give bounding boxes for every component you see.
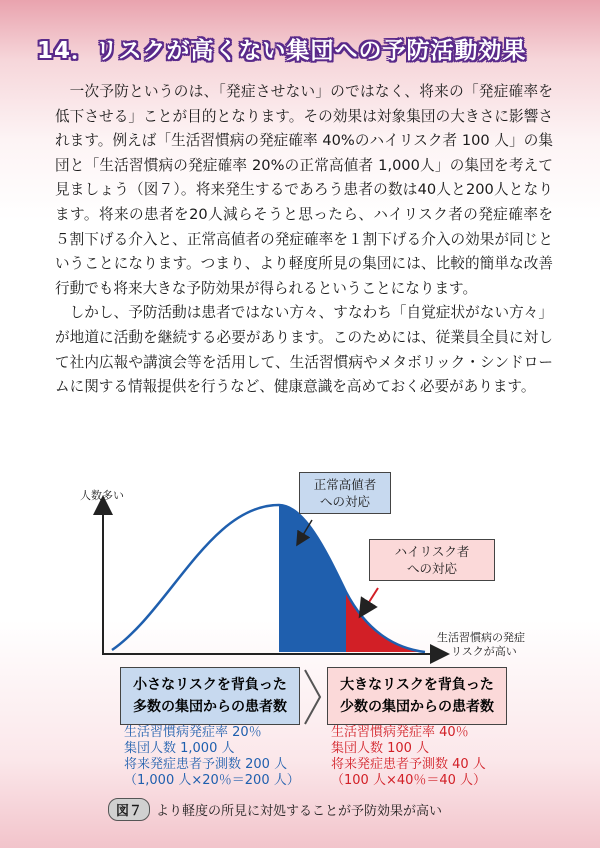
stat-line: 集団人数 100 人 [331,741,430,756]
stat-line: 生活習慣病発症率 40％ [331,725,469,740]
high-callout-line1: ハイリスク者 [394,544,470,559]
stat-line: 将来発症患者予測数 200 人 [124,757,288,772]
normal-callout-line1: 正常高値者 [313,477,377,492]
small-risk-group-box [120,667,300,725]
normal-high-region [279,505,346,652]
x-axis-label-line1: 生活習慣病の発症 [437,631,525,644]
normal-callout-line2: への対応 [319,494,370,509]
high-callout-line2: への対応 [406,561,457,576]
figure-number-badge: 図７ [108,798,150,821]
stat-line: 生活習慣病発症率 20％ [124,725,262,740]
figure-caption-text: より軽度の所見に対処することが予防効果が高い [156,803,443,819]
right-box-line1: 大きなリスクを背負った [340,677,494,693]
left-box-line1: 小さなリスクを背負った [133,677,287,693]
figure-caption [108,795,442,823]
stat-line: （100 人×40％＝40 人） [331,773,487,788]
x-axis-label [437,631,525,659]
body-text [55,80,553,400]
high-callout-arrow [364,588,378,610]
comparison-arrow [305,670,320,724]
paragraph-2: しかし、予防活動は患者ではない方々、すなわち「自覚症状がない方々」が地道に活動を継続する必要があります。このためには、従業員全員に対して社内広報や講演会等を活用して、生活習慣病やメタボリック・シンドロームに関する情報提供を行うなど、健康意識を高めておく必要があります。 [55,304,553,396]
small-risk-stats [124,725,300,789]
x-axis-label-line2: リスクが高い [451,645,517,658]
normal-high-callout [299,472,391,514]
paragraph-1: 一次予防というのは、「発症させない」のではなく、将来の「発症確率を低下させる」ことが目的となります。その効果は対象集団の大きさに影響されます。例えば「生活習慣病の発症確率 40%のハイリスク者 100 人」の集団と「生活習慣病の発症確率 20%の正常高値者 1,000人」の集団を考えて見ましょう（図７）。将来発生するであろう患者の数は40人と200人となります。将来の患者を20人減らそうと思ったら、ハイリスク者の発症確率を５割下げる介入と、正常高値者の発症確率を１割下げる介入の効果が同じということになります。つまり、より軽度所見の集団には、比較的簡単な改善行動でも将来大きな予防効果が得られるということになります。 [55,83,553,297]
stat-line: 将来発症患者予測数 40 人 [331,757,486,772]
stat-line: 集団人数 1,000 人 [124,741,235,756]
left-box-line2: 多数の集団からの患者数 [133,699,287,715]
high-risk-callout [369,539,495,581]
large-risk-stats [331,725,486,789]
stat-line: （1,000 人×20％＝200 人） [124,773,300,788]
large-risk-group-box [327,667,507,725]
page-title: 14．リスクが高くない集団への予防活動効果 [37,38,527,64]
y-axis-label: 人数多い [80,489,124,502]
right-box-line2: 少数の集団からの患者数 [340,699,494,715]
high-risk-region [346,592,420,652]
